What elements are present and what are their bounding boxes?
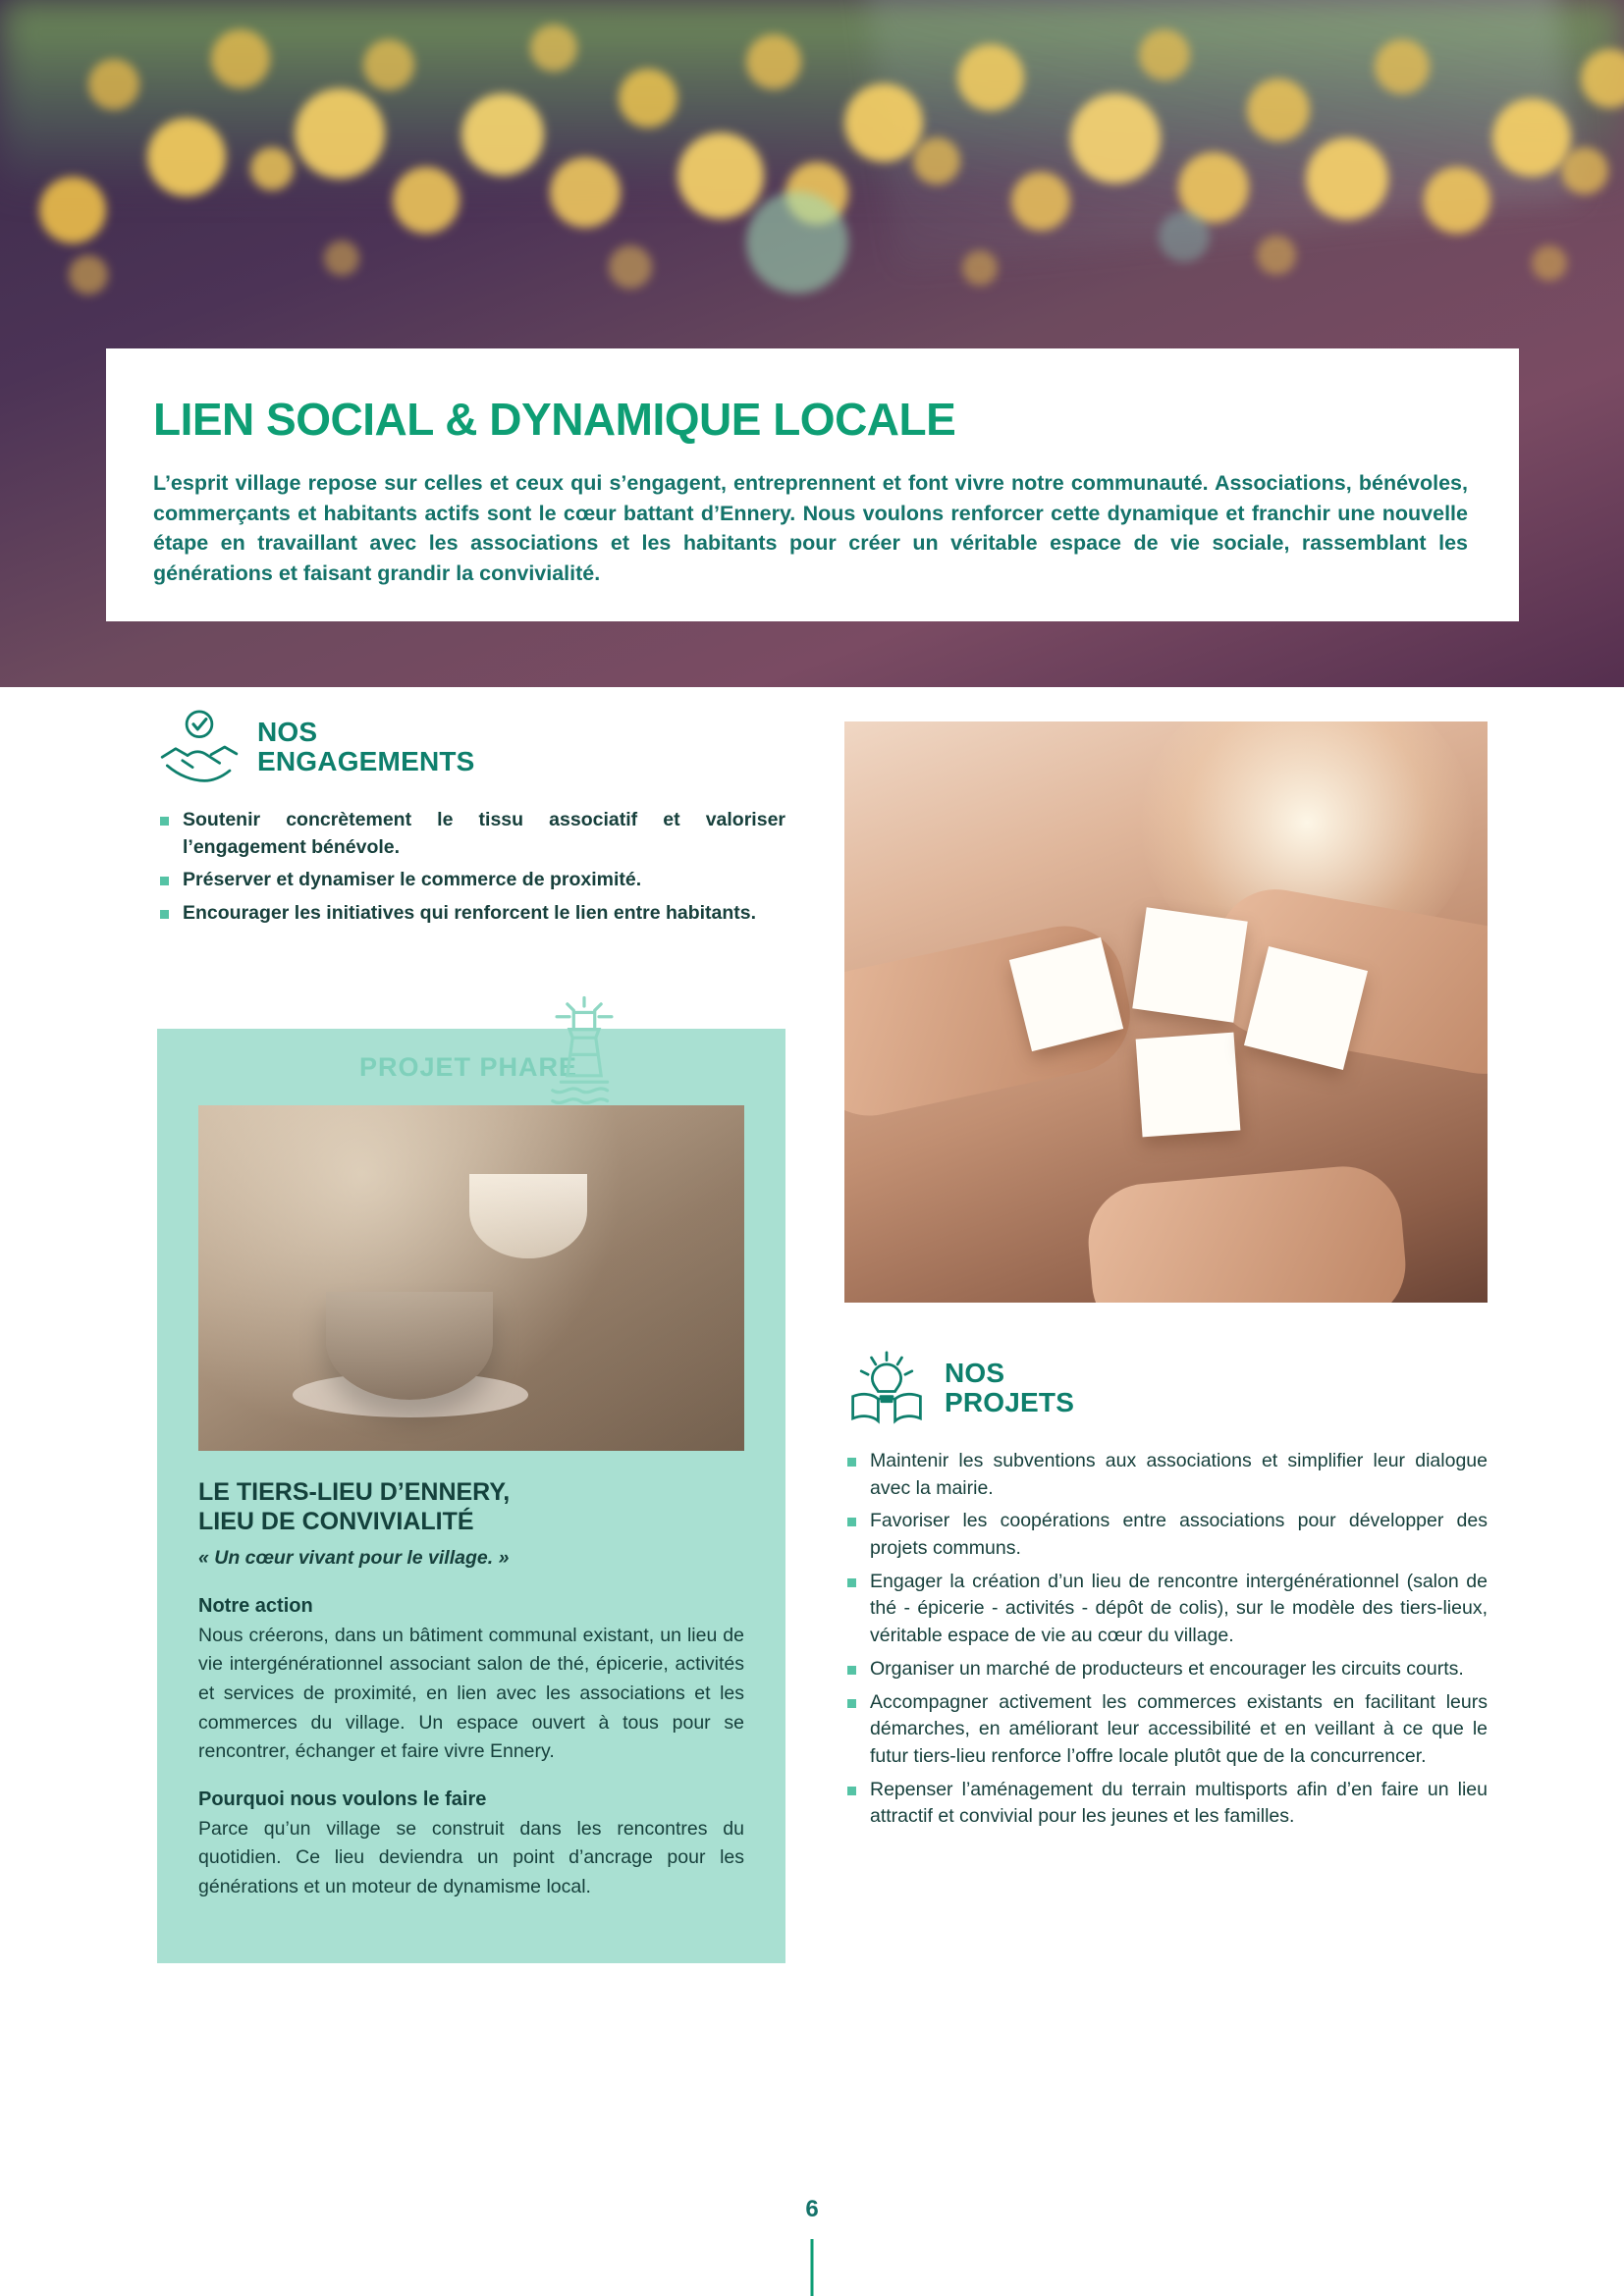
lightbulb-book-icon	[844, 1346, 929, 1430]
bokeh-light	[295, 88, 385, 179]
bokeh-light	[1070, 93, 1161, 184]
footer-divider	[811, 2239, 814, 2296]
projet-phare-body	[157, 1451, 785, 1902]
bokeh-light	[324, 240, 359, 276]
bokeh-light	[39, 177, 106, 243]
notre-action-heading: Notre action	[198, 1594, 313, 1617]
bokeh-light	[1492, 98, 1571, 177]
bokeh-light	[1247, 79, 1310, 141]
projets-title	[945, 1359, 1074, 1417]
bokeh-light	[393, 167, 460, 234]
notre-action-text: Nous créerons, dans un bâtiment communal existant, un lieu de vie intergénérationnel associant salon de thé, épicerie, activités et services de proximité, en lien avec les associations et les commerces du village. Un espace ouvert à tous pour se rencontrer, échanger et faire vivre Ennery.	[198, 1624, 744, 1763]
puzzle-hands-photo	[844, 721, 1488, 1303]
projet-phare-badge: PROJET PHARE	[358, 1052, 577, 1082]
bokeh-light	[957, 44, 1024, 111]
engagements-title-line1: NOS	[257, 716, 318, 747]
projet-phare-header	[157, 1029, 785, 1105]
bokeh-light	[461, 93, 544, 176]
photo-hand-bottom	[1084, 1161, 1411, 1303]
bokeh-light	[677, 133, 764, 219]
photo-puzzle-piece	[1132, 907, 1247, 1022]
bokeh-light	[250, 147, 294, 190]
projets-section	[844, 721, 1488, 1837]
bokeh-light	[1257, 236, 1296, 275]
pourquoi-text: Parce qu’un village se construit dans les rencontres du quotidien. Ce lieu deviendra un point d’ancrage pour les générations et un moteur de dynamisme local.	[198, 1817, 744, 1897]
bokeh-light	[69, 255, 108, 294]
handshake-check-icon	[157, 705, 242, 789]
bokeh-light	[913, 137, 960, 185]
projet-phare-photo	[198, 1105, 744, 1451]
projets-heading	[844, 1346, 1488, 1430]
bokeh-light	[530, 25, 577, 72]
bokeh-light	[962, 250, 998, 286]
bokeh-light	[1561, 147, 1608, 194]
bokeh-light	[147, 118, 226, 196]
bokeh-light	[363, 39, 414, 90]
bokeh-light	[88, 59, 139, 110]
bokeh-light	[619, 69, 677, 128]
page-title: LIEN SOCIAL & DYNAMIQUE LOCALE	[153, 394, 956, 445]
hero-roof-shape	[863, 0, 1580, 271]
projets-title-line1: NOS	[945, 1357, 1005, 1388]
list-item: Repenser l’aménagement du terrain multisports afin d’en faire un lieu attractif et convivial pour les jeunes et les familles.	[844, 1777, 1488, 1831]
projet-phare-quote: « Un cœur vivant pour le village. »	[198, 1547, 510, 1569]
engagements-title-line2: ENGAGEMENTS	[257, 746, 475, 776]
page-left-white-band	[0, 687, 157, 2296]
intro-card	[106, 348, 1519, 621]
bokeh-light	[1306, 137, 1388, 220]
projet-phare-title-line1: LE TIERS-LIEU D’ENNERY,	[198, 1478, 511, 1506]
list-item: Favoriser les coopérations entre associations pour développer des projets communs.	[844, 1508, 1488, 1562]
bokeh-light	[211, 29, 270, 88]
bokeh-light	[1011, 172, 1070, 231]
bokeh-light	[1424, 167, 1490, 234]
projets-title-line2: PROJETS	[945, 1387, 1075, 1417]
list-item: Accompagner activement les commerces existants en facilitant leurs démarches, en améliorant leur accessibilité et en veillant à ce que le futur tiers-lieu renforce l’offre locale plutôt que de la concurrencer.	[844, 1689, 1488, 1771]
projets-list	[844, 1448, 1488, 1831]
bokeh-light	[550, 157, 621, 228]
intro-paragraph: L’esprit village repose sur celles et ceux qui s’engagent, entreprennent et font vivre notre communauté. Associations, bénévoles, commerçants et habitants actifs sont le cœur battant d’Ennery. Nous voulons renforcer cette dynamique et franchir une nouvelle étape en travaillant avec les associations et les habitants pour créer un véritable espace de vie sociale, rassemblant les générations et faisant grandir la convivialité.	[153, 471, 1468, 585]
bokeh-light	[746, 34, 801, 89]
engagements-heading	[157, 705, 785, 789]
bokeh-light	[746, 191, 848, 294]
projet-phare-title	[198, 1478, 744, 1536]
engagements-section	[157, 705, 785, 934]
bokeh-light	[1532, 245, 1567, 281]
list-item: Engager la création d’un lieu de rencontre intergénérationnel (salon de thé - épicerie - activités - dépôt de colis), sur le modèle des tiers-lieux, véritable espace de vie au cœur du village.	[844, 1569, 1488, 1650]
list-item: Maintenir les subventions aux associations et simplifier leur dialogue avec la mairie.	[844, 1448, 1488, 1502]
page-number: 6	[805, 2196, 819, 2222]
list-item: Préserver et dynamiser le commerce de proximité.	[157, 867, 785, 894]
pourquoi-heading: Pourquoi nous voulons le faire	[198, 1788, 487, 1810]
photo-puzzle-piece	[1136, 1033, 1241, 1138]
list-item: Encourager les initiatives qui renforcent le lien entre habitants.	[157, 900, 785, 928]
engagements-title	[257, 718, 475, 776]
bokeh-light	[1159, 211, 1210, 262]
photo-light-glow	[198, 1105, 744, 1451]
bokeh-light	[609, 245, 652, 289]
projet-phare-panel	[157, 1029, 785, 1963]
lighthouse-icon	[530, 991, 638, 1107]
list-item: Organiser un marché de producteurs et encourager les circuits courts.	[844, 1656, 1488, 1683]
bokeh-light	[844, 83, 923, 162]
list-item: Soutenir concrètement le tissu associatif et valoriser l’engagement bénévole.	[157, 807, 785, 861]
engagements-list	[157, 807, 785, 928]
projet-phare-title-line2: LIEU DE CONVIVIALITÉ	[198, 1507, 474, 1535]
page-footer	[0, 2159, 1624, 2296]
bokeh-light	[1375, 39, 1430, 94]
bokeh-light	[1139, 29, 1190, 80]
